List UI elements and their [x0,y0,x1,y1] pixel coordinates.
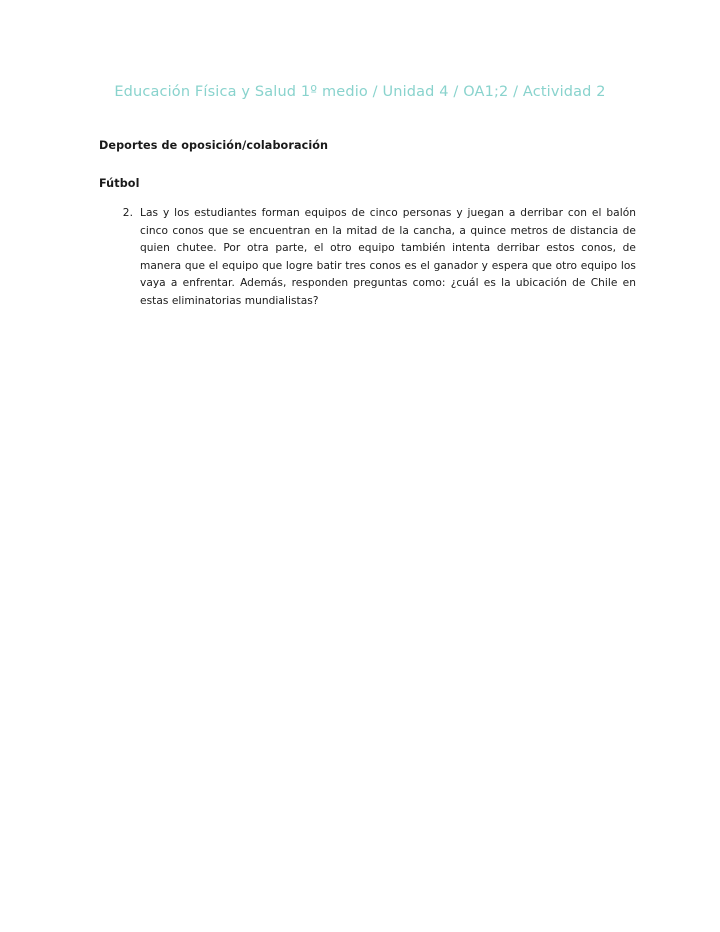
document-breadcrumb-header: Educación Física y Salud 1º medio / Unidad 4 / OA1;2 / Actividad 2 [114,84,606,100]
subsection-heading: Fútbol [99,177,140,190]
list-item [99,205,636,311]
section-heading: Deportes de oposición/colaboración [99,139,329,152]
list-item-text: Las y los estudiantes forman equipos de cinco personas y juegan a derribar con el balón cinco conos que se encuentran en la mitad de la cancha, a quince metros de distancia de quien chutee. Por otra parte, el otro equipo también intenta derribar estos conos, de manera que el equipo que logre batir tres conos es el ganador y espera que otro equipo los vaya a enfrentar. Además, responden preguntas como: ¿cuál es la ubicación de Chile en estas eliminatorias mundialistas? [140,207,636,307]
activity-list [99,205,636,311]
list-item-marker: 2. [122,207,133,219]
